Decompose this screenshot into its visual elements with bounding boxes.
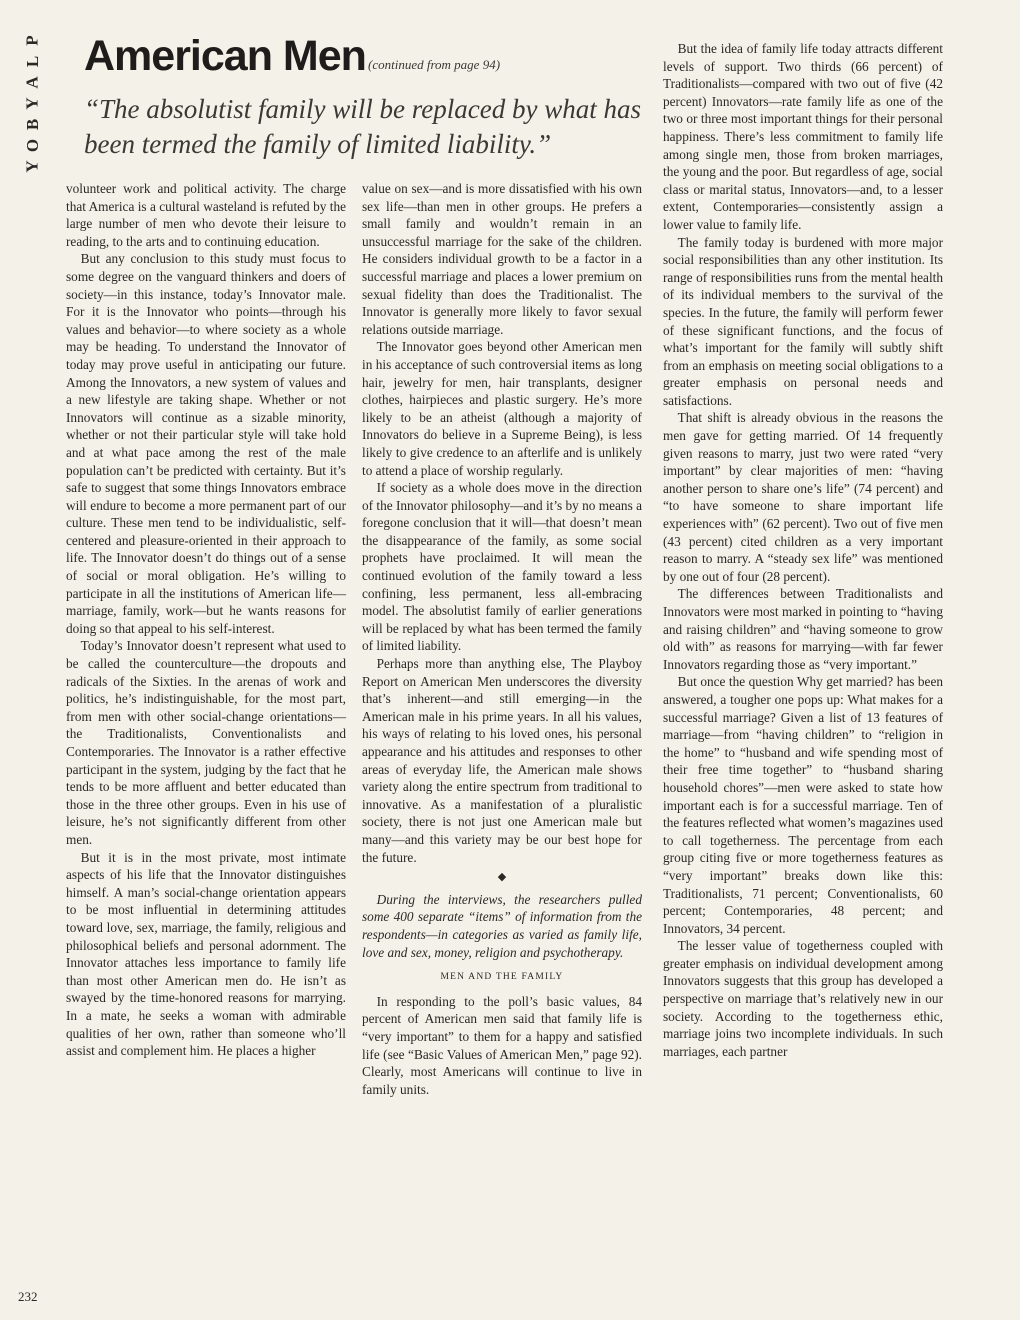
text-column-2 [362,180,642,1098]
magazine-letter: P [23,35,43,46]
paragraph: volunteer work and political activity. The charge that America is a cultural wasteland is refuted by the large number of men who devote their leisure to reading, to the arts and to continuing education. [66,181,346,249]
continued-note: (continued from page 94) [368,57,501,72]
paragraph: The Innovator goes beyond other American men in his acceptance of such controversial items as long hair, jewelry for men, hair transplants, designer clothes, hairpieces and plastic surgery. He’s more likely to be an atheist (although a majority of Innovators do believe in a Supreme Being), is less likely to give credence to an afterlife and is unlikely to attend a place of worship regularly. [362,339,642,478]
magazine-letter: Y [23,97,43,110]
magazine-letter: A [23,76,43,89]
paragraph: In responding to the poll’s basic values, 84 percent of American men said that family life is “very important” to them for a happy and satisfied life (see “Basic Values of American Men,” page 92). Clearly, most Americans will continue to live in family units. [362,993,642,1097]
paragraph: That shift is already obvious in the reasons the men gave for getting married. Of 14 frequently given reasons to marry, just two were rated “very important” by clear majorities of men: “having another person to share one’s life” (74 percent) and “to have someone to share important life experiences with” (62 percent). Two out of five men (43 percent) cited children as a very important reason to marry. A “steady sex life” was mentioned by one out of four (28 percent). [663,410,943,584]
magazine-letter: L [23,55,43,68]
paragraph: But once the question Why get married? has been answered, a tougher one pops up: What makes for a successful marriage? Given a list of 13 features of marriage—from “having children” to “religion in the home” to “husband and wife spending most of their free time together” to “husband sharing household chores”—men were asked to state how important each is for a successful marriage. Ten of the features reflected what women’s magazines used to call togetherness. The percentage from each group citing five or more togetherness features as “very important” breaks down like this: Traditionalists, 71 percent; Conventionalists, 60 percent; Contemporaries, 48 percent; and Innovators, 34 percent. [663,674,943,936]
magazine-letter: B [23,118,43,131]
text-column-1 [66,180,346,1060]
paragraph: Today’s Innovator doesn’t represent what used to be called the counterculture—the dropouts and radicals of the Sixties. In the arenas of work and politics, he’s indistinguishable, for the most part, from men with other social-change orientations—the Traditionalists, Conventionalists and Contemporaries. The Innovator is a rather effective participant in the system, judging by the fact that he tends to be more affluent and better educated than those in the three other groups. Even in his use of leisure, he’s not significantly different from other men. [66,638,346,847]
paragraph: value on sex—and is more dissatisfied with his own sex life—than men in other groups. He prefers a small family and wouldn’t remain in an unsuccessful marriage for the sake of the children. He considers individual growth to be a factor in a successful marriage and places a lower premium on sexual fidelity than does the Traditionalist. The Innovator is generally more likely to favor sexual relations outside marriage. [362,181,642,337]
paragraph: But the idea of family life today attracts different levels of support. Two thirds (66 percent) of Traditionalists—compared with two out of five (42 percent) Innovators—rate family life as one of the two or three most important things for their personal happiness. There’s less commitment to family life among single men, those from broken marriages, the young and the poor. But regardless of age, social class or marital status, Innovators—and, to a lesser extent, Contemporaries—consistently assign a lower value to family life. [663,41,943,232]
text-column-3 [663,40,943,1060]
paragraph: But it is in the most private, most intimate aspects of his life that the Innovator distinguishes himself. A man’s social-change orientation appears to be most influential in determining attitudes toward love, sex, marriage, the family, religious and philosophical beliefs and personal adornment. The Innovator attaches less importance to family life than most other American men do. He isn’t as swayed by the time-honored reasons for marrying. In a mate, he seeks a woman with admirable qualities of her own, rather than someone who’ll assist and complement him. He places a higher [66,849,346,1059]
paragraph: The family today is burdened with more major social responsibilities than any other institution. Its range of responsibilities runs from the mental health of its individual members to the survival of the species. In the future, the family will perform fewer of these significant functions, and the focus of what’s important for the family will subtly shift from an emphasis on meeting social obligations to a greater emphasis on personal needs and satisfactions. [663,234,943,408]
paragraph: The differences between Traditionalists and Innovators were most marked in pointing to “having and raising children” and “having someone to grow old with” as reasons for marrying—with far fewer Innovators regarding those as “very important.” [663,586,943,672]
paragraph: Perhaps more than anything else, The Playboy Report on American Men underscores the diversity that’s inherent—and still emerging—in the American male in his prime years. In all his values, his ways of relating to his loved ones, his personal appearance and his attitudes and responses to other areas of everyday life, the American male shows variety along the entire spectrum from traditional to innovative. As a manifestation of a pluralistic society, there is not just one American male but many—and this variety may be our best hope for the future. [362,656,642,865]
section-ornament: ◆ [497,871,507,884]
paragraph: The lesser value of togetherness coupled with greater emphasis on individual development among Innovators suggests that this group has developed a perspective on marriage that’s relatively new in our society. According to the togetherness ethic, marriage joins two incomplete individuals. In such marriages, each partner [663,938,943,1059]
article-title: American Men [84,32,366,80]
page-number: 232 [18,1289,38,1304]
magazine-name-vertical [23,30,43,177]
section-subhead: MEN AND THE FAMILY [440,972,564,983]
paragraph: If society as a whole does move in the direction of the Innovator philosophy—and it’s by no means a foregone conclusion that it will—that doesn’t mean the disappearance of the family, as some social prophets have proclaimed. It will mean the continued evolution of the family toward a less confining, less permanent, less all-embracing model. The absolutist family of earlier generations will be replaced by what has been termed the family of limited liability. [362,480,642,654]
pull-quote: “The absolutist family will be replaced by what has been termed the family of limited liability.” [84,94,641,159]
section-intro: During the interviews, the researchers pulled some 400 separate “items” of information from the respondents—in categories as varied as family life, love and sex, money, religion and psychotherapy. [362,891,642,960]
magazine-letter: O [23,138,43,153]
magazine-letter: Y [23,160,43,173]
paragraph: But any conclusion to this study must focus to some degree on the vanguard thinkers and doers of society—in this instance, today’s Innovator male. For it is the Innovator who points—through his values and behavior—to where society as a whole may be heading. To understand the Innovator of today may prove useful in anticipating our future. Among the Innovators, a new system of values and a new lifestyle are taking shape. Whether or not Innovators will continue as a sizable minority, whether or not their particular style will take hold and at what pace among the rest of the male population can’t be predicted with certainty. But it’s safe to suggest that some things Innovators embrace will endure to become a more permanent part of our culture. These men tend to be individualistic, self-centered and pleasure-oriented in their approach to life. The Innovator doesn’t do things out of a sense of social or moral obligation. He’s willing to participate in all the institutions of American life—marriage, family, work—but he wants reasons for doing so that appeal to his self-interest. [66,251,346,636]
